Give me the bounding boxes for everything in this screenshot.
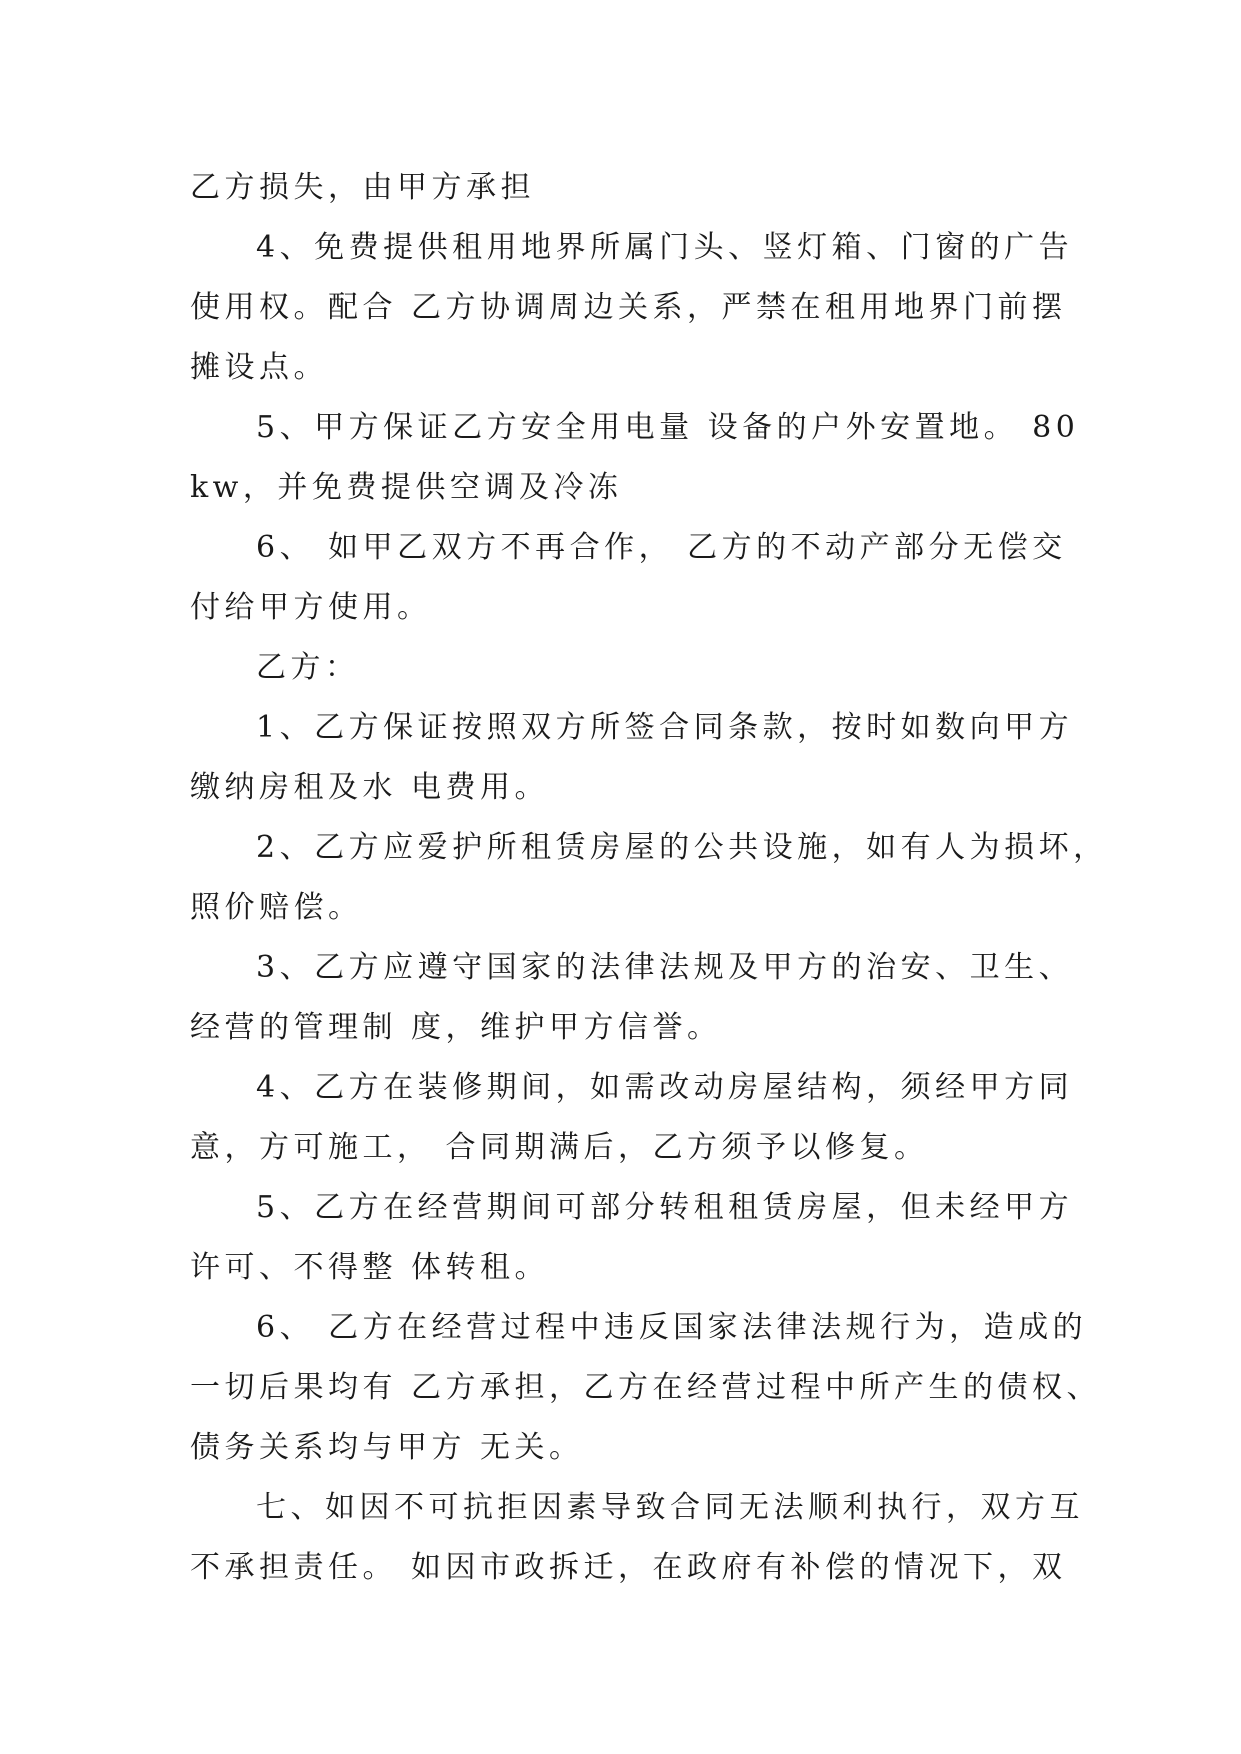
text-line: 6、 乙方在经营过程中违反国家法律法规行为，造成的	[256, 1310, 1088, 1345]
text-line: 6、 如甲乙双方不再合作， 乙方的不动产部分无偿交	[256, 530, 1067, 565]
text-line: 照价赔偿。	[190, 890, 363, 925]
text-line: 使用权。配合 乙方协调周边关系，严禁在租用地界门前摆	[190, 290, 1067, 325]
text-line: kw，并免费提供空调及冷冻	[190, 470, 623, 505]
text-line: 4、乙方在装修期间，如需改动房屋结构，须经甲方同	[256, 1070, 1074, 1105]
text-line: 5、乙方在经营期间可部分转租租赁房屋，但未经甲方	[256, 1190, 1074, 1225]
text-line: 2、乙方应爱护所租赁房屋的公共设施，如有人为损坏，	[256, 830, 1108, 865]
text-line: 许可、不得整 体转租。	[190, 1250, 550, 1285]
text-line: 债务关系均与甲方 无关。	[190, 1430, 584, 1465]
text-line: 乙方损失，由甲方承担	[190, 170, 535, 205]
text-line: 不承担责任。 如因市政拆迁，在政府有补偿的情况下，双	[190, 1550, 1067, 1585]
text-line: 一切后果均有 乙方承担，乙方在经营过程中所产生的债权、	[190, 1370, 1102, 1405]
text-line: 5、甲方保证乙方安全用电量 设备的户外安置地。 80	[256, 410, 1080, 445]
text-line: 4、免费提供租用地界所属门头、竖灯箱、门窗的广告	[256, 230, 1074, 265]
text-line: 1、乙方保证按照双方所签合同条款，按时如数向甲方	[256, 710, 1074, 745]
document-body	[190, 158, 1108, 1598]
text-line: 乙方：	[256, 650, 360, 685]
text-line: 意，方可施工， 合同期满后，乙方须予以修复。	[190, 1130, 929, 1165]
text-line: 七、如因不可抗拒因素导致合同无法顺利执行，双方互	[256, 1490, 1084, 1525]
text-line: 摊设点。	[190, 350, 328, 385]
text-line: 3、乙方应遵守国家的法律法规及甲方的治安、卫生、	[256, 950, 1074, 985]
text-line: 付给甲方使用。	[190, 590, 432, 625]
text-line: 缴纳房租及水 电费用。	[190, 770, 550, 805]
text-line: 经营的管理制 度，维护甲方信誉。	[190, 1010, 722, 1045]
